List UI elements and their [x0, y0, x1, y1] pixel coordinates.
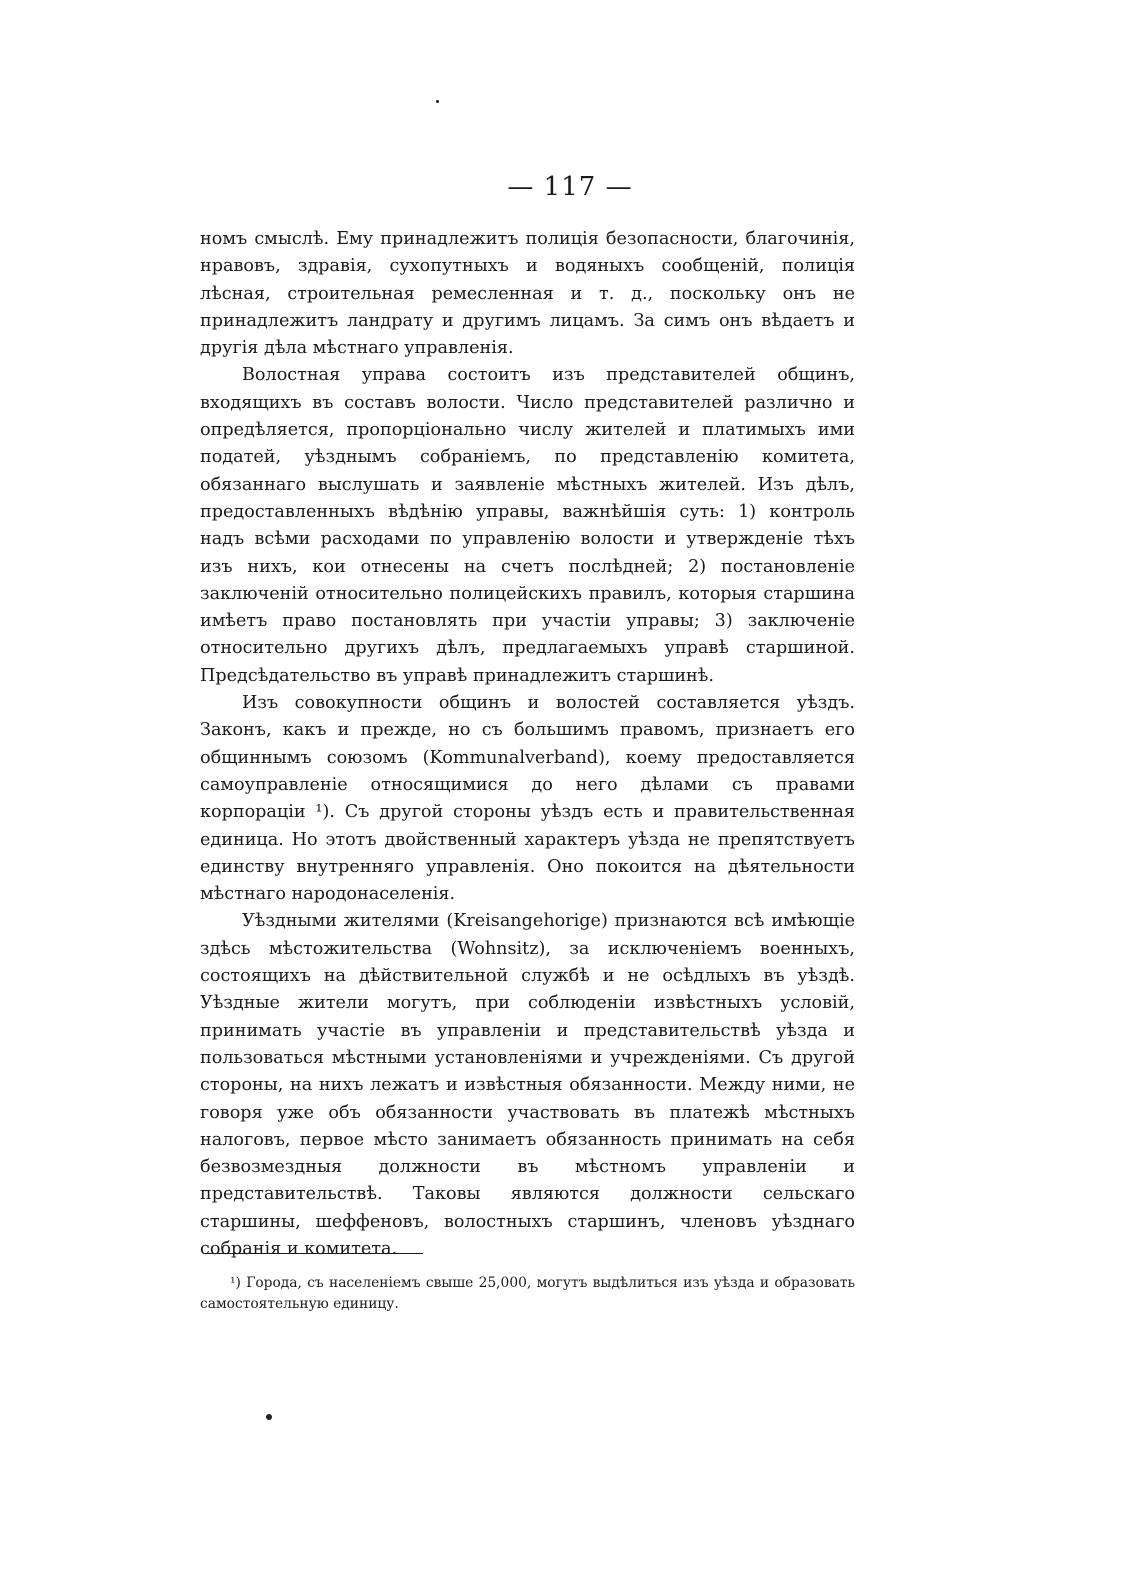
ink-speck-top [436, 100, 439, 103]
paragraph-district-residents: Уѣздными жителями (Kreisangehorige) признаются всѣ имѣющіе здѣсь мѣстожительства (Wohnsitz), за исключеніемъ военныхъ, состоящихъ на дѣйствительной службѣ и не осѣдлыхъ въ уѣздѣ. Уѣздные жители могутъ, при соблюденіи извѣстныхъ условій, принимать участіе въ управленіи и представительствѣ уѣзда и пользоваться мѣстными установленіями и учрежденіями. Съ другой стороны, на нихъ лежатъ и извѣстныя обязанности. Между ними, не говоря уже объ обязанности участвовать въ платежѣ мѣстныхъ налоговъ, первое мѣсто занимаетъ обязанность принимать на себя безвозмездныя должности въ мѣстномъ управленіи и представительствѣ. Таковы являются должности сельскаго старшины, шеффеновъ, волостныхъ старшинъ, членовъ уѣзднаго собранія и комитета. [200, 911, 855, 1259]
page-number: — 117 — [507, 172, 633, 202]
body-text [200, 226, 855, 1263]
paragraph-continued: номъ смыслѣ. Ему принадлежитъ полиція безопасности, благочинія, нравовъ, здравія, сухопутныхъ и водяныхъ сообщеній, полиція лѣсная, строительная ремесленная и т. д., поскольку онъ не принадлежитъ ландрату и другимъ лицамъ. За симъ онъ вѣдаетъ и другія дѣла мѣстнаго управленія. [200, 229, 855, 359]
paragraph-district: Изъ совокупности общинъ и волостей составляется уѣздъ. Законъ, какъ и прежде, но съ большимъ правомъ, признаетъ его общиннымъ союзомъ (Kommunalverband), коему предоставляется самоуправленіе относящимися до него дѣлами съ правами корпораціи ¹). Съ другой стороны уѣздъ есть и правительственная единица. Но этотъ двойственный характеръ уѣзда не препятствуетъ единству внутренняго управленія. Оно покоится на дѣятельности мѣстнаго народонаселенія. [200, 693, 855, 905]
footnote: ¹) Города, съ населеніемъ свыше 25,000, могутъ выдѣлиться изъ уѣзда и образовать самостоятельную единицу. [200, 1275, 855, 1312]
paragraph-volost-board: Волостная управа состоитъ изъ представителей общинъ, входящихъ въ составъ волости. Число представителей различно и опредѣляется, пропорціонально числу жителей и платимыхъ ими податей, уѣзднымъ собраніемъ, по представленію комитета, обязаннаго выслушать и заявленіе мѣстныхъ жителей. Изъ дѣлъ, предоставленныхъ вѣдѣнію управы, важнѣйшія суть: 1) контроль надъ всѣми расходами по управленію волости и утвержденіе тѣхъ изъ нихъ, кои отнесены на счетъ послѣдней; 2) постановленіе заключеній относительно полицейскихъ правилъ, которыя старшина имѣетъ право постановлять при участіи управы; 3) заключеніе относительно другихъ дѣлъ, предлагаемыхъ управѣ старшиной. Предсѣдательство въ управѣ принадлежитъ старшинѣ. [200, 365, 855, 686]
ink-speck-bottom [266, 1414, 272, 1420]
footnote-divider [205, 1253, 423, 1254]
